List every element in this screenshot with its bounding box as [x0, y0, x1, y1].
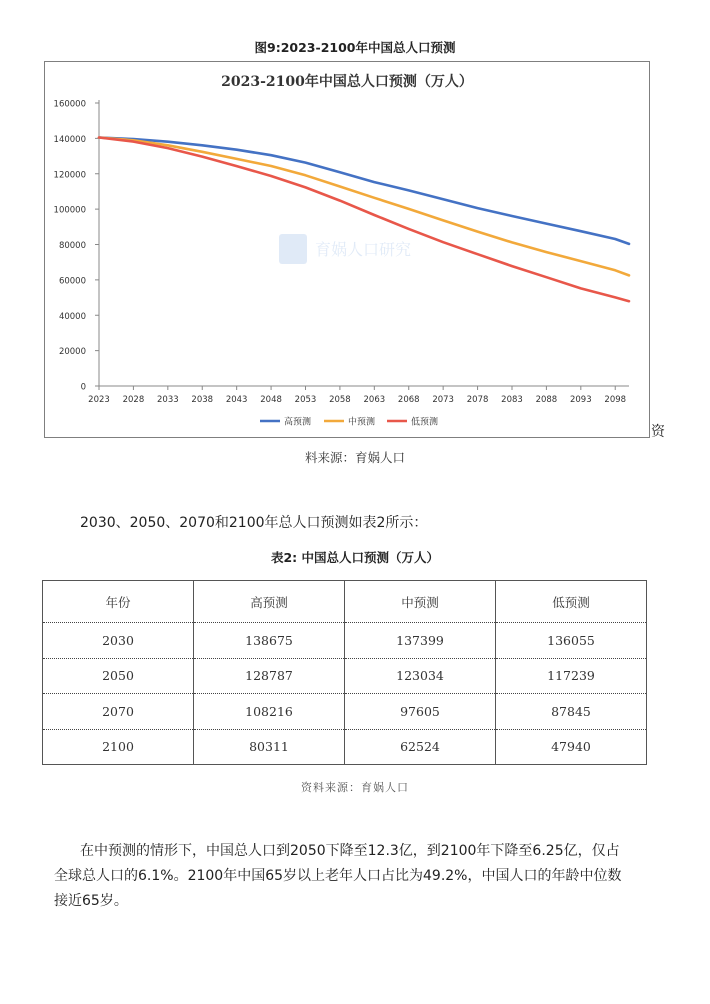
x-tick-label: 2058 [329, 395, 351, 405]
cell-low: 136055 [496, 623, 647, 658]
x-tick-label: 2038 [191, 395, 214, 405]
cell-year: 2030 [43, 623, 194, 658]
population-line-chart [45, 62, 649, 437]
cell-mid: 97605 [345, 694, 496, 729]
x-tick-label: 2063 [363, 395, 386, 405]
paragraph-line: 在中预测的情形下，中国总人口到2050下降至12.3亿，到2100年下降至6.25亿，仅占 [80, 843, 620, 859]
table-row [43, 729, 647, 764]
cell-mid: 123034 [345, 658, 496, 693]
series-line [99, 138, 629, 244]
cell-mid: 62524 [345, 729, 496, 764]
y-tick-label: 160000 [53, 99, 86, 110]
y-tick-label: 40000 [58, 311, 86, 322]
x-tick-label: 2033 [157, 395, 179, 405]
header-mid: 中预测 [345, 581, 496, 623]
chart-container [44, 61, 650, 438]
table-title: 表2: 中国总人口预测（万人） [270, 550, 440, 565]
x-tick-label: 2028 [122, 395, 145, 405]
cell-low: 87845 [496, 694, 647, 729]
chart-title: 2023-2100年中国总人口预测（万人） [221, 74, 473, 90]
header-low: 低预测 [496, 581, 647, 623]
table-row [43, 658, 647, 693]
y-tick-label: 100000 [53, 205, 86, 216]
cell-year: 2100 [43, 729, 194, 764]
y-tick-label: 120000 [53, 170, 86, 181]
x-tick-label: 2068 [397, 395, 420, 405]
x-tick-label: 2093 [569, 395, 592, 405]
paragraph-line: 接近65岁。 [54, 893, 128, 909]
series-line [99, 138, 629, 302]
x-tick-label: 2083 [501, 395, 523, 405]
table-row [43, 694, 647, 729]
table-row [43, 623, 647, 658]
x-tick-label: 2023 [88, 395, 110, 405]
x-tick-label: 2098 [604, 395, 627, 405]
figure-title: 图9:2023-2100年中国总人口预测 [254, 40, 456, 55]
legend-label: 中预测 [348, 417, 376, 428]
watermark-text: 育娲人口研究 [315, 240, 412, 259]
x-tick-label: 2073 [432, 395, 454, 405]
table-header-row [43, 581, 647, 623]
body-paragraph [54, 839, 670, 914]
y-tick-label: 140000 [53, 134, 86, 145]
cell-low: 117239 [496, 658, 647, 693]
x-tick-label: 2088 [535, 395, 558, 405]
y-tick-label: 80000 [58, 241, 86, 251]
cell-mid: 137399 [345, 623, 496, 658]
side-text: 资 [651, 424, 665, 440]
x-tick-label: 2048 [260, 395, 282, 405]
cell-high: 108216 [194, 694, 345, 729]
header-year: 年份 [43, 581, 194, 623]
y-tick-label: 0 [80, 382, 86, 393]
x-tick-label: 2053 [294, 395, 317, 405]
watermark-logo-icon [279, 234, 307, 264]
paragraph-line: 全球总人口的6.1%。2100年中国65岁以上老年人口占比为49.2%，中国人口的年龄中位数 [54, 868, 622, 884]
x-tick-label: 2043 [225, 395, 248, 405]
header-high: 高预测 [194, 581, 345, 623]
cell-year: 2070 [43, 694, 194, 729]
population-table [42, 580, 647, 765]
legend-label: 低预测 [411, 417, 439, 428]
cell-low: 47940 [496, 729, 647, 764]
x-tick-label: 2078 [466, 395, 489, 405]
cell-year: 2050 [43, 658, 194, 693]
watermark [279, 234, 411, 264]
cell-high: 128787 [194, 658, 345, 693]
cell-high: 138675 [194, 623, 345, 658]
table-source: 资料来源：育娲人口 [301, 781, 409, 794]
intro-paragraph: 2030、2050、2070和2100年总人口预测如表2所示： [80, 515, 428, 531]
y-tick-label: 20000 [58, 347, 86, 358]
cell-high: 80311 [194, 729, 345, 764]
figure-source: 料来源：育娲人口 [304, 450, 405, 465]
y-tick-label: 60000 [58, 276, 86, 287]
legend-label: 高预测 [284, 417, 312, 428]
